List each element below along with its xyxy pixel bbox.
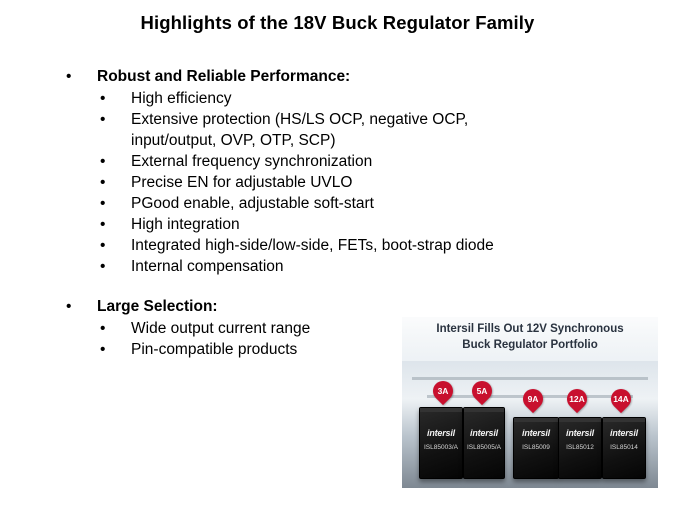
bullet: • bbox=[100, 111, 106, 128]
chip-brand: intersil bbox=[470, 428, 498, 438]
current-rating-12a: 12A bbox=[569, 394, 585, 404]
chip-top bbox=[603, 418, 645, 422]
current-rating-5a: 5A bbox=[476, 386, 488, 396]
list-item bbox=[66, 256, 626, 277]
list-item-text: input/output, OVP, OTP, SCP) bbox=[131, 132, 336, 149]
list-item-text: Integrated high-side/low-side, FETs, boot-strap diode bbox=[131, 237, 494, 254]
chip-top bbox=[420, 408, 462, 412]
list-item-text: High efficiency bbox=[131, 90, 232, 107]
headline-line-2: Buck Regulator Portfolio bbox=[462, 339, 598, 351]
section-heading bbox=[66, 66, 626, 88]
bullet: • bbox=[100, 258, 106, 275]
chip-brand: intersil bbox=[427, 428, 455, 438]
chip-part-number: ISL85012 bbox=[566, 444, 594, 451]
heading-text: Robust and Reliable Performance: bbox=[97, 68, 351, 85]
chip-part-number: ISL85005/A bbox=[467, 444, 501, 451]
chip-top bbox=[514, 418, 558, 422]
product-portfolio-image bbox=[402, 317, 658, 488]
list-item-text: High integration bbox=[131, 216, 240, 233]
chip-isl85005 bbox=[463, 407, 505, 479]
chip-isl85009 bbox=[513, 417, 559, 479]
bullet: • bbox=[100, 174, 106, 191]
bullet: • bbox=[100, 90, 106, 107]
current-rating-3a: 3A bbox=[437, 386, 449, 396]
list-item-text: Internal compensation bbox=[131, 258, 284, 275]
section-performance bbox=[66, 66, 626, 277]
chip-part-number: ISL85009 bbox=[522, 444, 550, 451]
list-item bbox=[66, 235, 626, 256]
list-item bbox=[66, 172, 626, 193]
list-item-text: Wide output current range bbox=[131, 320, 311, 337]
list-item-text: PGood enable, adjustable soft-start bbox=[131, 195, 374, 212]
chip-brand: intersil bbox=[610, 428, 638, 438]
list-item-text: Extensive protection (HS/LS OCP, negative OCP, bbox=[131, 111, 469, 128]
list-item bbox=[66, 88, 626, 109]
list-item-text: Precise EN for adjustable UVLO bbox=[131, 174, 353, 191]
chip-part-number: ISL85014 bbox=[610, 444, 638, 451]
list-item bbox=[66, 318, 396, 339]
chip-brand: intersil bbox=[522, 428, 550, 438]
section-selection bbox=[66, 296, 396, 360]
list-item-continuation bbox=[66, 130, 626, 151]
list-item-text: Pin-compatible products bbox=[131, 341, 298, 358]
bullet: • bbox=[100, 216, 106, 233]
bullet: • bbox=[100, 237, 106, 254]
chip-brand: intersil bbox=[566, 428, 594, 438]
bullet: • bbox=[100, 153, 106, 170]
chip-isl85003 bbox=[419, 407, 463, 479]
current-rating-14a: 14A bbox=[613, 394, 629, 404]
list-item bbox=[66, 193, 626, 214]
chip-isl85012 bbox=[558, 417, 602, 479]
chip-isl85014 bbox=[602, 417, 646, 479]
slide-title: Highlights of the 18V Buck Regulator Family bbox=[140, 12, 535, 33]
chip-part-number: ISL85003/A bbox=[424, 444, 458, 451]
list-item bbox=[66, 109, 626, 130]
bullet: • bbox=[100, 320, 106, 337]
lab-shelf bbox=[412, 377, 648, 380]
list-item bbox=[66, 339, 396, 360]
list-item bbox=[66, 214, 626, 235]
bullet: • bbox=[66, 298, 72, 315]
headline-line-1: Intersil Fills Out 12V Synchronous bbox=[436, 323, 624, 335]
list-item bbox=[66, 151, 626, 172]
chip-top bbox=[464, 408, 504, 412]
section-heading bbox=[66, 296, 396, 318]
chip-top bbox=[559, 418, 601, 422]
bullet: • bbox=[66, 68, 72, 85]
bullet: • bbox=[100, 195, 106, 212]
current-rating-9a: 9A bbox=[527, 394, 539, 404]
list-item-text: External frequency synchronization bbox=[131, 153, 373, 170]
heading-text: Large Selection: bbox=[97, 298, 218, 315]
bullet: • bbox=[100, 341, 106, 358]
